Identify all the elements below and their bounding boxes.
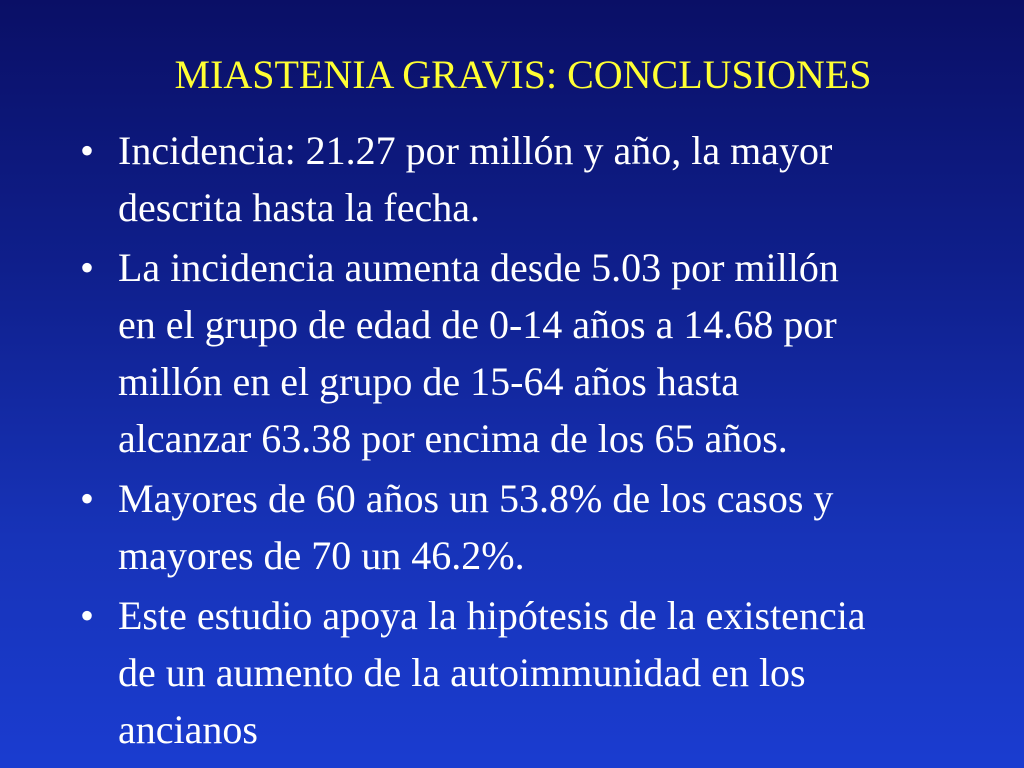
bullet-line: alcanzar 63.38 por encima de los 65 años. [118, 416, 788, 461]
bullet-item-age-incidence [78, 239, 998, 467]
bullet-line: La incidencia aumenta desde 5.03 por millón [118, 245, 839, 290]
slide-title: MIASTENIA GRAVIS: CONCLUSIONES [174, 52, 872, 97]
bullet-line: de un aumento de la autoimmunidad en los [118, 650, 806, 695]
bullet-line: Mayores de 60 años un 53.8% de los casos y [118, 476, 834, 521]
bullet-item-hypothesis [78, 587, 998, 758]
bullet-item-elderly-percent [78, 470, 998, 584]
bullet-line: Incidencia: 21.27 por millón y año, la mayor [118, 128, 833, 173]
bullet-text [118, 239, 998, 467]
bullet-line: mayores de 70 un 46.2%. [118, 533, 525, 578]
bullet-item-incidence [78, 122, 998, 236]
bullet-icon: • [80, 593, 95, 638]
bullet-icon: • [80, 128, 95, 173]
bullet-line: descrita hasta la fecha. [118, 185, 481, 230]
bullet-text [118, 587, 998, 758]
bullet-line: en el grupo de edad de 0-14 años a 14.68 por [118, 302, 837, 347]
bullet-list [78, 122, 998, 761]
bullet-line: Este estudio apoya la hipótesis de la existencia [118, 593, 866, 638]
bullet-text [118, 470, 998, 584]
bullet-line: ancianos [118, 707, 258, 752]
bullet-icon: • [80, 245, 95, 290]
bullet-line: millón en el grupo de 15-64 años hasta [118, 359, 739, 404]
bullet-icon: • [80, 476, 95, 521]
bullet-text [118, 122, 998, 236]
